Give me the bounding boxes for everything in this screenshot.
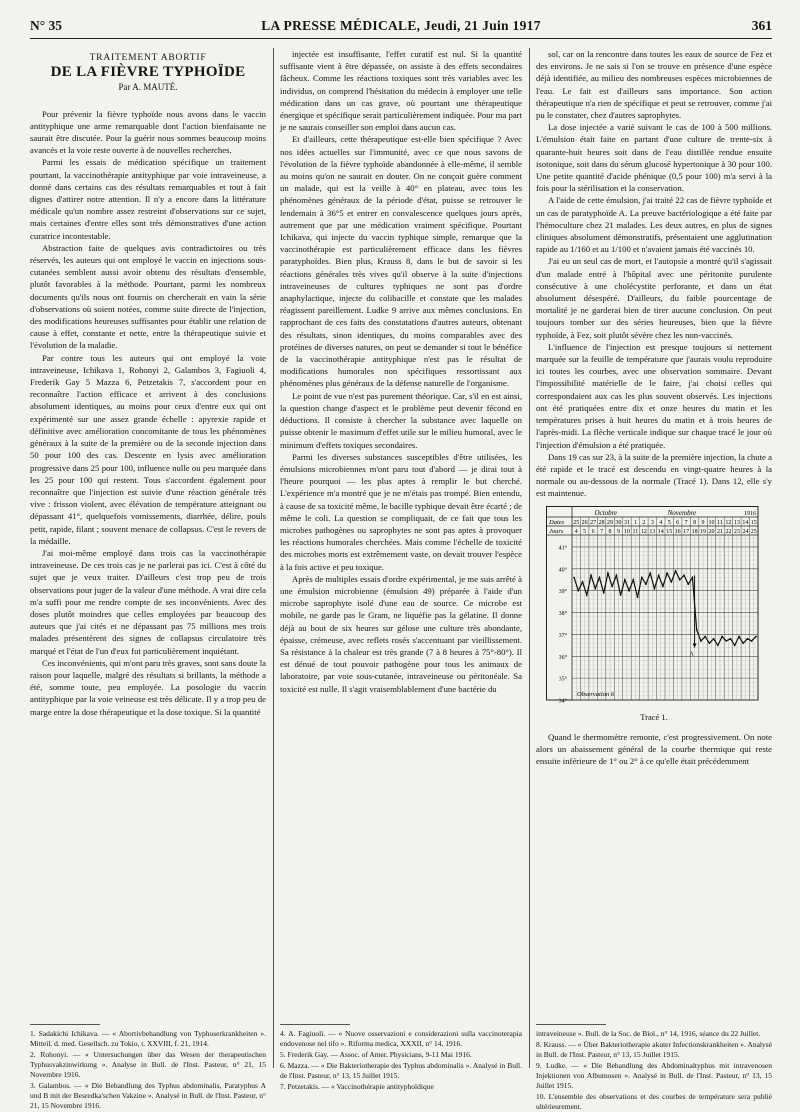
paragraph: Après de multiples essais d'ordre expérimental, je me suis arrêté à une émulsion microbienne (émulsion 49) préparée à l'aide d'un microbe saprophyte isolé d'une eau de source. Ce microbe est mobile, ne garde pas le Gram, ne liquéfie pas la gélatine. Il donne déjà au bout de six heures sur gélose une culture très abondante, épaisse, crémeuse, avec reflets rosés s'accentuant par vieillissement. Sa résistance à la chaleur est très grande (7 à 8 heures à 75°-80°). Il est dénué de tout pouvoir pathogène pour tous les animaux de laboratoire, par voie sous-cutanée, intraveineuse ou péritonéale. Sa toxicité est nulle. Il s'agit vraisemblablement d'une bactérie du (280, 573, 522, 694)
temperature-point (645, 583, 647, 585)
day-tick-label: 6 (591, 528, 595, 535)
temperature-point (747, 637, 749, 639)
date-tick-label: 10 (708, 519, 715, 526)
temperature-point (696, 629, 698, 631)
date-tick-label: 2 (642, 519, 646, 526)
footnote: 1. Sadakichi Ichikava. — « Abortivbehandlung von Typhoserkrankheiten ». Mitteil. d. med. Gesellsch. zu Tokio, t. XXVIII, f. 21, 1914. (30, 1029, 266, 1048)
chart-caption: Tracé 1. (640, 711, 668, 722)
journal-title-date: LA PRESSE MÉDICALE, Jeudi, 21 Juin 1917 (261, 18, 541, 33)
article-title: DE LA FIÈVRE TYPHOÏDE (50, 64, 246, 81)
article-kicker: TRAITEMENT ABORTIF (89, 53, 207, 63)
running-header (30, 14, 772, 39)
temperature-point (734, 644, 736, 646)
temperature-chart (546, 506, 772, 709)
footnote: 2. Rohonyi. — « Untersuchungen über das Wesen der therapeutischen Typhusvakzinwirkung ». Analyse in Bull. de l'Inst. Pasteur, n° 21, 15 Novembre 1916. (30, 1050, 266, 1079)
column-3-body-bottom (536, 731, 772, 768)
temperature-point (751, 640, 753, 642)
year-label: 1916 (744, 510, 756, 517)
footnote: 4. A. Fagiuoli. — « Nuove osservazioni e considerazioni sulla vaccinoterapia endovenose nel tifo ». Riforma medica, XXXII, n° 14, 1916. (280, 1029, 522, 1048)
date-tick-label: 1 (633, 519, 637, 526)
footnote: 6. Mazza. — « Die Bakteriotherapie des Typhus abdominalis ». Analysé in Bull. de l'Inst. Pasteur, n° 13, 15 Juillet 1915. (280, 1061, 522, 1080)
observation-annotation: Observation 6 (577, 690, 615, 698)
paragraph: Abstraction faite de quelques avis contradictoires ou très réservés, les auteurs qui ont employé le vaccin en injections sous-cutanées semblent aussi avoir obtenu des résultats d'ensemble, plutôt favorables à la méthode. Pourtant, parmi les nombreux documents qu'ils nous ont fournis on chercherait en vain la série d'observations où soient notées, comme suite directe de l'injection, des modifications heureuses suffisantes pour établir une relation de cause à effet, constante et nette, entre la thérapeutique suivie et l'évolution de la maladie. (30, 242, 266, 351)
month-label: Novembre (667, 508, 697, 517)
paragraph: La dose injectée a varié suivant le cas de 100 à 500 millions. L'émulsion était faite en partant d'une culture de trente-six à quarante-huit heures soit dans de l'eau distillée rendue ensuite isotonique, soit dans du sérum glucosé hypertonique à 30 pour 100. Une petite quantité d'acide phénique (0,5 pour 100) m'a servi à la fois pour la stérilisation et la conservation. (536, 122, 772, 194)
temperature-point (666, 572, 668, 574)
temperature-point (582, 581, 584, 583)
date-tick-label: 14 (742, 519, 749, 526)
temperature-point (658, 574, 660, 576)
temperature-point (713, 637, 715, 639)
temperature-point (670, 581, 672, 583)
temperature-point (717, 644, 719, 646)
temperature-point (687, 583, 689, 585)
temperature-point (590, 574, 592, 576)
temperature-chart-svg (546, 506, 760, 706)
date-tick-label: 9 (701, 519, 705, 526)
paragraph: sol, car on la rencontre dans toutes les eaux de source de Fez et des environs. Je ne sais si l'on se trouve en présence d'une espèce déjà identifiée, au milieu des nombreuses espèces microbiennes de l'eau. Le fait est d'ailleurs sans importance. Son action thérapeutique n'a rien de spécifique et peut se retrouver, comme j'ai pu le constater, chez d'autres saprophytes. (536, 49, 772, 121)
temperature-point (675, 570, 677, 572)
temperature-point (607, 572, 609, 574)
page-number: 361 (751, 18, 772, 33)
temperature-point (573, 576, 575, 578)
temperature-point (738, 635, 740, 637)
day-tick-label: 21 (716, 528, 723, 535)
paragraph: L'influence de l'injection est presque toujours si nettement marquée sur la feuille de température que j'aurais voulu reproduire ici toutes les courbes, avec une observation sommaire. Devant l'impossibilité matérielle de le faire, j'ai choisi celles qui correspondaient aux cas les plus souvent observés. Les injections ont été pratiquées entre dix et onze heures du matin et les températures prises à huit heures du matin et à trois heures de l'après-midi. La flèche verticale indique sur chaque tracé le jour où l'injection d'émulsion a été pratiquée. (536, 341, 772, 450)
footnote: intraveineuse ». Bull. de la Soc. de Biol., n° 14, 1916, séance du 22 Juillet. (536, 1029, 761, 1038)
paragraph: Et d'ailleurs, cette thérapeutique est-elle bien spécifique ? Avec nos idées actuelles sur l'immunité, avec ce que nous savons de l'évolution de la fièvre typhoïde abandonnée à elle-même, il semble au moins qu'on ne saurait en douter. On ne conçoit guère comment un malade, qui est la veille à 40° en plateau, avec tous les phénomènes généraux de la période d'état, puisse se retrouver le lendemain à 36°5 et entrer en convalescence quelques jours après, autrement que par une médication vraiment spécifique. Pourtant Ichikava, qui injecte du vaccin typhique simple, remarque que la vaccinothérapie est particulièrement efficace dans les fièvres paratyphoïdes. Bien plus, Krauss 8, dans le but de savoir si les réactions générales très vives qu'il observe à la suite d'injections intraveineuses de cultures typhiques ne sont pas d'ordre anaphylactique, injecte du colibacille et constate que les malades réagissent pareillement. Ludke 9 arrive aux mêmes conclusions. En rapprochant de ces faits des constatations d'autres auteurs, obtenant des résultats, sinon identiques, du moins comparables avec des protéines de diverses natures, on peut se demander si tout le bénéfice de la vaccinothérapie antityphique n'est pas le résultat de modifications humorales non spécifiques ressortissant aux phénomènes plus généraux de la défense naturelle de l'organisme. (280, 134, 522, 389)
date-tick-label: 3 (650, 519, 654, 526)
column-1-body (30, 108, 266, 718)
day-tick-label: 22 (725, 528, 732, 535)
jours-row-label: Jours (549, 527, 564, 535)
day-tick-label: 4 (574, 528, 578, 535)
dates-row-label: Dates (549, 518, 565, 526)
temperature-point (721, 635, 723, 637)
column-3-body-top (536, 48, 772, 500)
y-tick-label: 35° (558, 676, 567, 683)
column-2 (280, 48, 522, 1018)
temperature-point (704, 635, 706, 637)
day-tick-label: 15 (666, 528, 673, 535)
y-tick-label: 36° (558, 654, 567, 661)
day-tick-label: 12 (640, 528, 647, 535)
date-tick-label: 25 (573, 519, 580, 526)
date-tick-label: 15 (750, 519, 757, 526)
paragraph: Quand le thermomètre remonte, c'est progressivement. On note alors un abaissement général de la courbe thermique qui reste ensuite inférieure de 1° ou 2° à ce qu'elle était précédemment (536, 731, 772, 767)
day-tick-label: 20 (708, 528, 715, 535)
footnotes-col-1 (30, 1024, 266, 1110)
injection-arrow-head (693, 643, 697, 647)
paragraph: A l'aide de cette émulsion, j'ai traité 22 cas de fièvre typhoïde et un cas de paratyphoïde A. La preuve bactériologique a été faite par l'hémoculture chez 21 malades. Les deux autres, en plus de signes cliniques absolument démonstratifs, présentaient une agglutination rapide au 1/160 et au 1/100 et n'avaient jamais été vaccinés 10. (536, 195, 772, 255)
paragraph: Le point de vue n'est pas purement théorique. Car, s'il en est ainsi, la question change d'aspect et le problème peut devenir fécond en déductions. Il consiste à chercher la substance avec laquelle on puisse obtenir le maximum d'effet utile sur le milieu humoral, avec le minimum d'effets toxiques secondaires. (280, 390, 522, 450)
date-tick-label: 5 (667, 519, 671, 526)
temperature-point (730, 637, 732, 639)
paragraph: injectée est insuffisante, l'effet curatif est nul. Si la quantité suffisante vient à être dépassée, on assiste à des effets secondaires fâcheux. Comme les réactions toxiques sont très variables avec les individus, on comprend l'hésitation du médecin à employer une telle médication dans un cas grave, où pourtant une thérapeutique énergique et spécifique serait particulièrement indiquée. Pour ma part je ne saurais conseiller son emploi dans aucun cas. (280, 49, 522, 133)
y-tick-label: 40° (558, 566, 567, 573)
date-tick-label: 6 (676, 519, 680, 526)
month-label: Octobre (594, 508, 618, 517)
date-tick-label: 13 (733, 519, 740, 526)
temperature-point (692, 576, 694, 578)
temperature-point (586, 594, 588, 596)
footnote: 7. Petzetakis. — « Vaccinothérapie antityphoïdique (280, 1082, 434, 1091)
temperature-point (755, 635, 757, 637)
day-tick-label: 13 (649, 528, 656, 535)
column-rule (529, 48, 530, 1068)
paragraph: Par contre tous les auteurs qui ont employé la voie intraveineuse, Ichikava 1, Rohonyi 2, Galambos 3, Fagiuoli 4, Frederik Gay 5 Mazza 6, Petzetakis 7, s'accordent pour en reconnaître l'action efficace et arrivent à des conclusions absolument identiques, au moins pour ceux d'entre eux qui ont expérimenté sur une assez grande échelle : apyrexie rapide et définitive avec amélioration concomitante de tous les phénomènes généraux à la suite de la première ou de la seconde injection dans 50 pour 100 des cas. Descente en lysis avec amélioration progressive dans 25 pour 100, influence nulle ou peu marquée dans les 25 pour 100 qui restent. Tous s'accordent également pour reconnaître que l'injection est suivie d'une réaction générale très vive : frisson violent, avec élévation de température atteignant ou dépassant 41°, quelquefois vomissements, diarrhée, délire, pouls petit, rapide, filant ; souvent menace de collapsus. C'est le revers de la médaille. (30, 352, 266, 546)
day-tick-label: 9 (617, 528, 620, 535)
temperature-point (611, 585, 613, 587)
temperature-point (599, 576, 601, 578)
temperature-point (594, 587, 596, 589)
y-tick-label: 38° (558, 610, 567, 617)
temperature-point (641, 576, 643, 578)
injection-label: A (689, 651, 694, 658)
paragraph: Ces inconvénients, qui m'ont paru très graves, sont sans doute la raison pour laquelle, malgré des résultats si brillants, la méthode a été, somme toute, peu employée. La posologie du vaccin antityphique par la voie veineuse est très délicate. Il y a trop peu de marge entre la dose thérapeutique et la dose toxique. Si la quantité (30, 657, 266, 717)
footnote: 5. Frederik Gay. — Assoc. of Amer. Physicians, 9-11 Mai 1916. (280, 1050, 472, 1059)
temperature-point (683, 574, 685, 576)
day-tick-label: 23 (733, 528, 740, 535)
column-3 (536, 48, 772, 1018)
column-1 (30, 48, 266, 1018)
day-tick-label: 19 (700, 528, 707, 535)
paragraph: Pour prévenir la fièvre typhoïde nous avons dans le vaccin antityphique une arme remarquable dont l'action bienfaisante ne saurait être discutée. Pour la guérir nous sommes beaucoup moins avancés et la voie reste ouverte à de nouvelles recherches. (30, 108, 266, 156)
temperature-point (603, 591, 605, 593)
temperature-point (632, 578, 634, 580)
day-tick-label: 8 (608, 528, 612, 535)
day-tick-label: 24 (742, 528, 749, 535)
footnote: 8. Krauss. — « Über Bakteriotherapie akuter Infectionskrankheiten ». Analysé in Bull. de l'Inst. Pasteur, n° 13, 15 Juillet 1915. (536, 1040, 772, 1059)
paragraph: J'ai moi-même employé dans trois cas la vaccinothérapie intraveineuse. De ces trois cas je ne parlerai pas ici. C'est à côté du sujet que je veux traiter. D'ailleurs c'est trop peu de trois observations pour juger de la valeur d'une méthode. A vrai dire cela m'a suffi pour me rendre compte de ses inconvénients. Avec des doses plutôt moindres que celles employées par beaucoup des auteurs que j'ai cités et ne dépassant pas 75 millions mes trois malades présentèrent des signes de collapsus circulatoire très marqué et l'état de l'un d'eux fut particulièrement inquiétant. (30, 547, 266, 656)
footnotes-col-3 (536, 1024, 772, 1111)
issue-number: N° 35 (30, 18, 63, 33)
temperature-point (649, 572, 651, 574)
day-tick-label: 25 (750, 528, 757, 535)
temperature-point (637, 596, 639, 598)
date-tick-label: 12 (725, 519, 732, 526)
temperature-point (662, 585, 664, 587)
paragraph: Dans 19 cas sur 23, à la suite de la première injection, la chute a été rapide et le tracé est descendu en vingt-quatre heures à la normale ou au-dessous de la normale (Tracé 1). Dans 12, elle s'y est maintenue. (536, 451, 772, 499)
day-tick-label: 14 (657, 528, 664, 535)
temperature-point (620, 594, 622, 596)
temperature-point (615, 574, 617, 576)
column-rule (273, 48, 274, 1068)
column-2-body (280, 48, 522, 695)
date-tick-label: 28 (598, 519, 605, 526)
paragraph: Parmi les essais de médication spécifique un traitement pourtant, la vaccinothérapie antityphique par voie intraveineuse, a donné dans certains cas des résultats remarquables et tout à fait dignes d'attirer notre attention. Il n'y a encore dans la littérature médicale qu'un nombre assez restreint d'observations sur ce sujet, mais certaines d'entre elles sont très démonstratives d'une action curatrice incontestable. (30, 157, 266, 241)
date-tick-label: 30 (615, 519, 622, 526)
date-tick-label: 8 (693, 519, 697, 526)
temperature-point (628, 589, 630, 591)
temperature-point (700, 640, 702, 642)
y-tick-label: 39° (558, 588, 567, 595)
footnotes-col-2 (280, 1024, 522, 1091)
temperature-point (624, 578, 626, 580)
temperature-point (708, 642, 710, 644)
date-tick-label: 4 (659, 519, 663, 526)
day-tick-label: 7 (600, 528, 604, 535)
day-tick-label: 16 (674, 528, 681, 535)
date-tick-label: 27 (590, 519, 597, 526)
date-tick-label: 26 (581, 519, 588, 526)
article-byline: Par A. MAUTÉ. (118, 82, 178, 93)
y-tick-label: 37° (558, 632, 567, 639)
day-tick-label: 11 (632, 528, 639, 535)
paragraph: Parmi les diverses substances susceptibles d'être utilisées, les émulsions microbiennes m'ont paru tout d'abord — je dirai tout à l'heure pourquoi — les plus aptes à remplir le but cherché. L'expérience m'a montré que je ne m'étais pas trompé. Bien entendu, à cause de sa toxicité même, le bacille typhique devait être écarté ; de même le coli. La question se compliquait, de ce fait que tous les microbes pathogènes ou saprophytes ne sont pas aptes à provoquer les réactions humorales cherchées. Mais comme l'échelle de toxicité des microbes morts est extrêmement vaste, on devait trouver l'espèce à la fois active et peu toxique. (280, 451, 522, 572)
day-tick-label: 5 (583, 528, 587, 535)
date-tick-label: 7 (684, 519, 688, 526)
day-tick-label: 18 (691, 528, 698, 535)
date-tick-label: 11 (717, 519, 723, 526)
temperature-point (654, 587, 656, 589)
y-tick-label: 41° (558, 544, 567, 551)
temperature-point (577, 589, 579, 591)
temperature-point (742, 642, 744, 644)
date-tick-label: 31 (623, 519, 630, 526)
temperature-point (679, 578, 681, 580)
footnote: 10. L'ensemble des observations et des courbes de température sera publié ultérieurement. (536, 1092, 772, 1111)
day-tick-label: 17 (683, 528, 690, 535)
temperature-point (725, 640, 727, 642)
y-tick-label: 34° (558, 698, 567, 705)
footnote: 3. Galambos. — « Die Behandlung des Typhus abdominalis, Paratyphus A und B mit der Besredka'schen Vakzine ». Analysé in Bull. de l'Inst. Pasteur, n° 21, 15 Novembre 1916. (30, 1081, 266, 1110)
footnote: 9. Ludke. — « Die Behandlung des Abdominaltyphus mit intravenosen Injektionen von Albumosen ». Analysé in Bull. de l'Inst. Pasteur, n° 13, 15 Juillet 1915. (536, 1061, 772, 1090)
paragraph: J'ai eu un seul cas de mort, et l'autopsie a montré qu'il s'agissait d'un malade entré à l'hôpital avec une péritonite purulente consécutive à une cholécystite perforante, et dans un état absolument désespéré. D'ailleurs, du faible pourcentage de mortalité je ne garderai bien de tirer aucune conclusion. On peut toujours tomber sur des séries heureuses, bien que la fièvre typhoïde, à Fez, soit plutôt sévère chez les non-vaccinés. (536, 256, 772, 340)
date-tick-label: 29 (607, 519, 614, 526)
day-tick-label: 10 (623, 528, 630, 535)
